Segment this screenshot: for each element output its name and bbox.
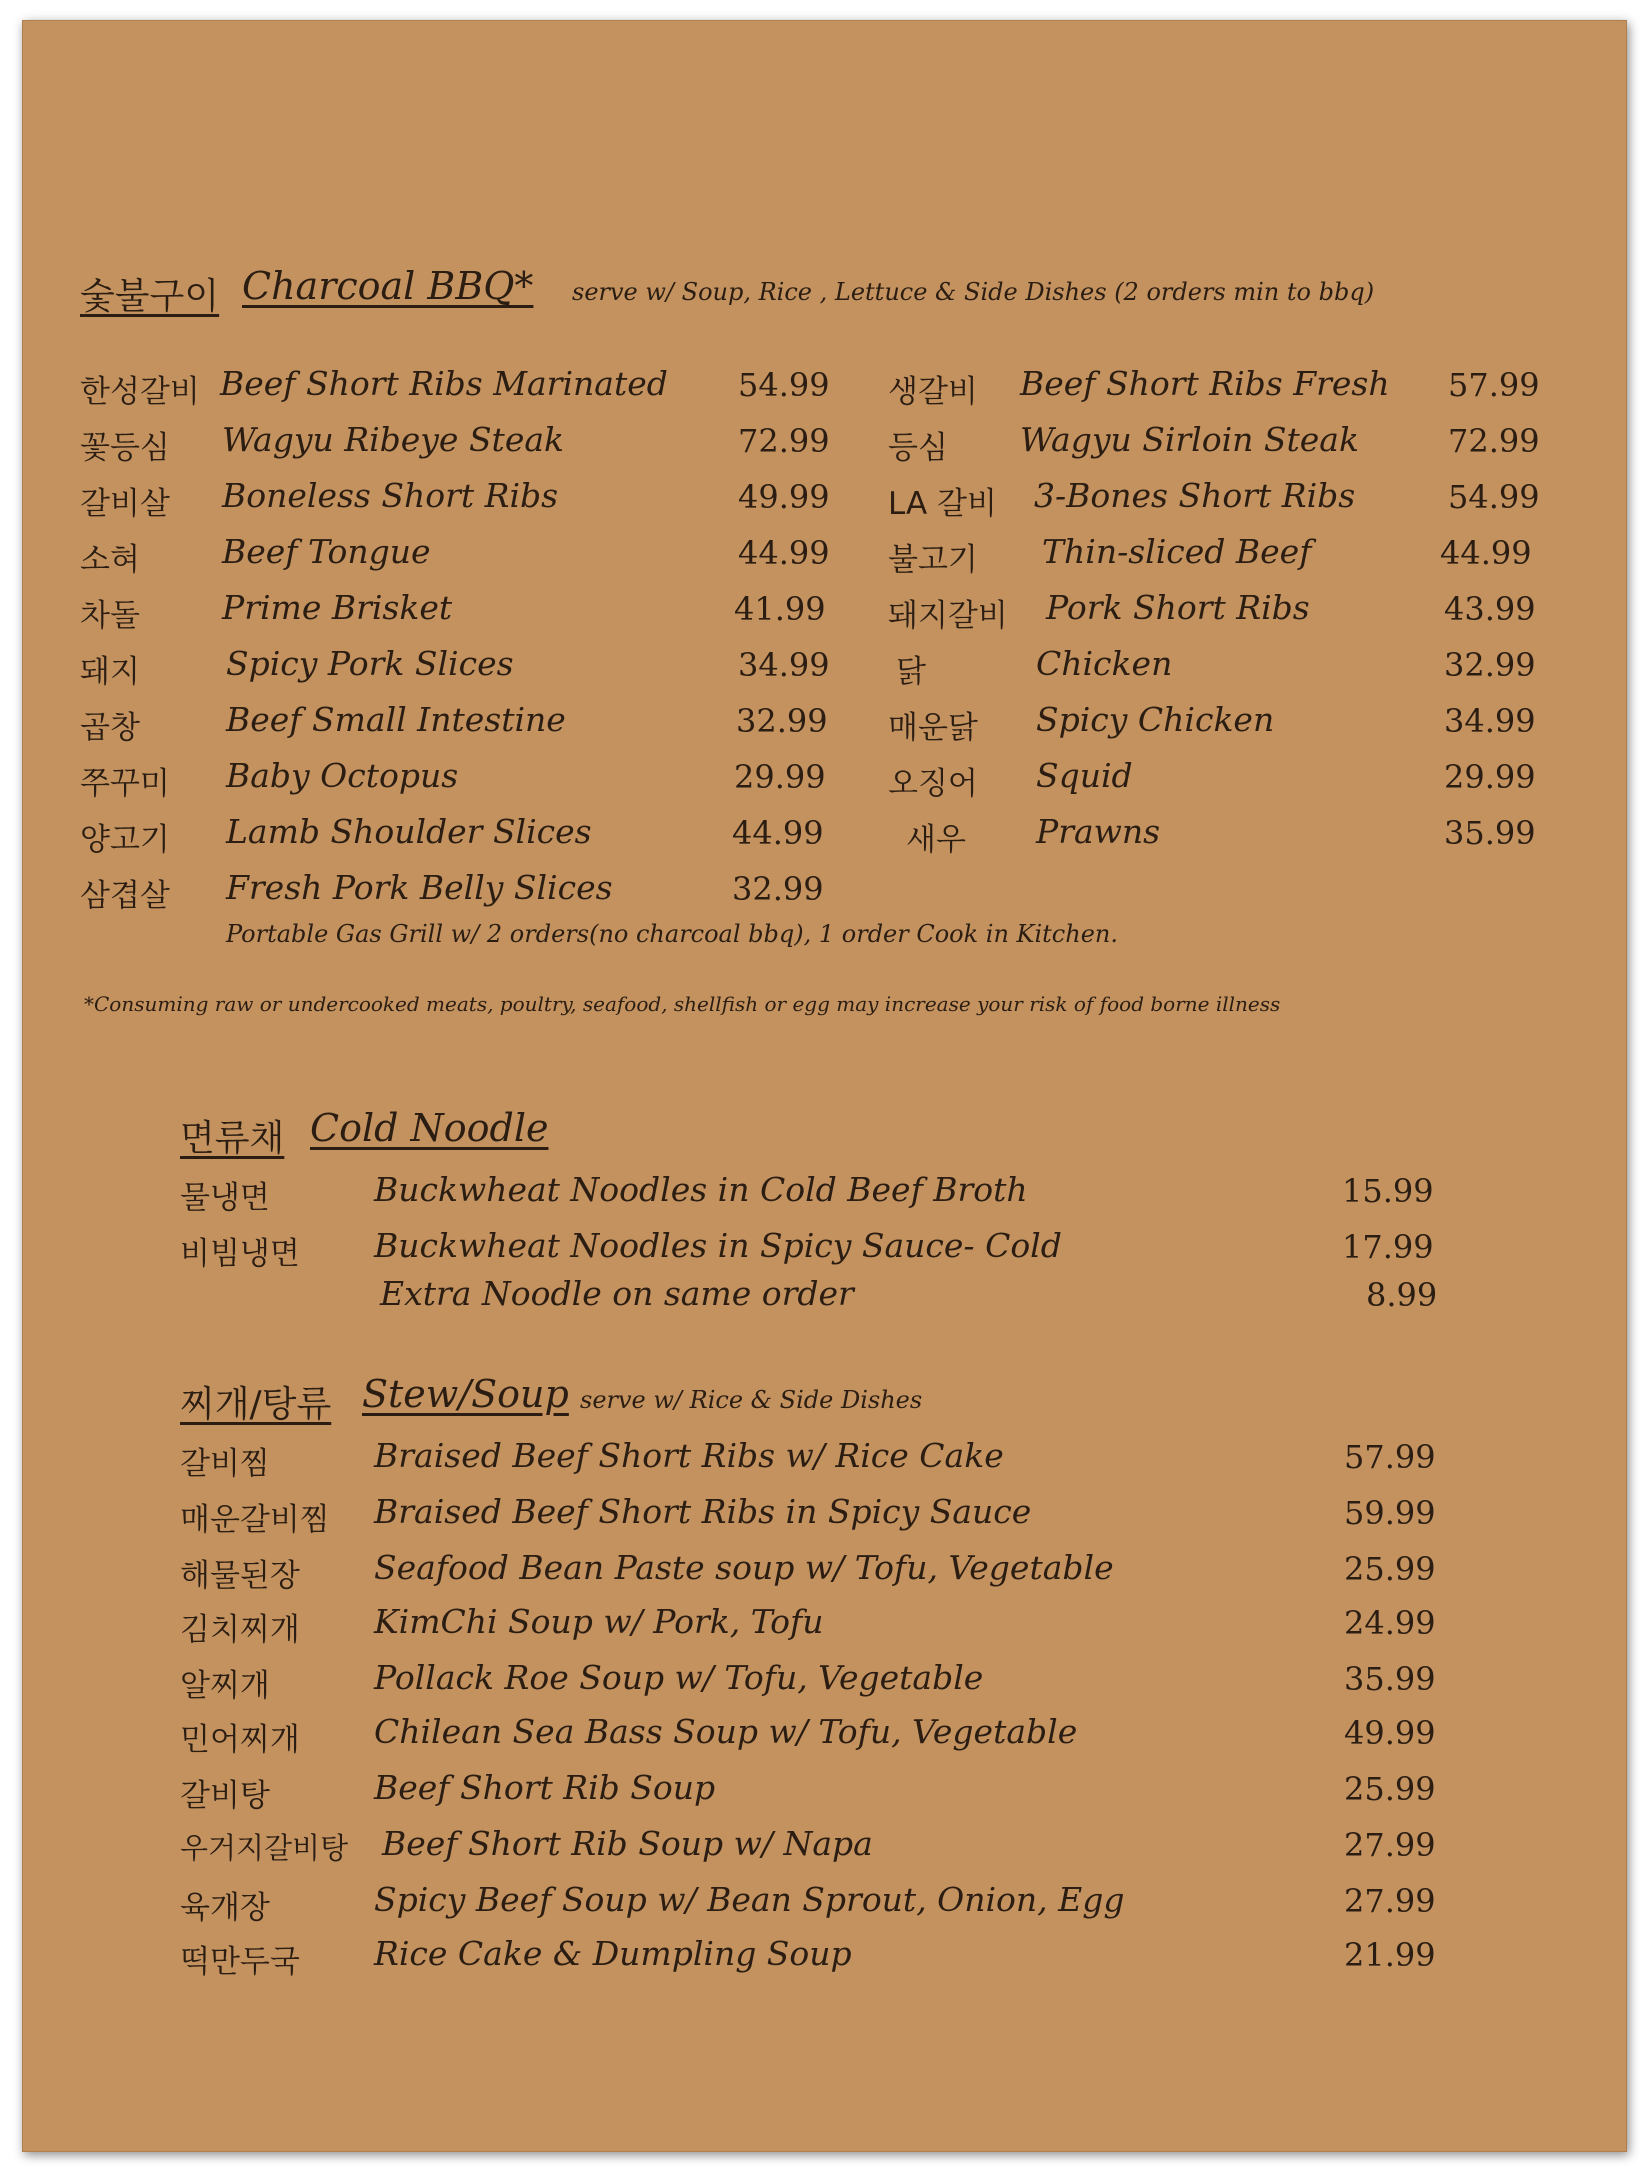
stew-item-ko: 육개장 [180, 1890, 270, 1926]
bbq-item-en: 3-Bones Short Ribs [1034, 476, 1356, 515]
stew-item-en: Spicy Beef Soup w/ Bean Sprout, Onion, Egg [374, 1880, 1125, 1919]
bbq-item-price: 44.99 [732, 814, 824, 852]
stew-item-price: 27.99 [1344, 1826, 1436, 1864]
bbq-item-price: 29.99 [1444, 758, 1536, 796]
cold-noodle-title-en: Cold Noodle [310, 1106, 549, 1150]
food-warning: *Consuming raw or undercooked meats, poultry, seafood, shellfish or egg may increase your risk of food borne illness [84, 992, 1281, 1016]
stew-item-price: 24.99 [1344, 1604, 1436, 1642]
bbq-item-en: Prawns [1036, 812, 1161, 851]
bbq-item-en: Thin-sliced Beef [1042, 532, 1312, 571]
stew-item-price: 57.99 [1344, 1438, 1436, 1476]
stew-item-price: 35.99 [1344, 1660, 1436, 1698]
bbq-item-price: 32.99 [1444, 646, 1536, 684]
bbq-item-en: Boneless Short Ribs [222, 476, 559, 515]
bbq-item-en: Beef Short Ribs Marinated [220, 364, 668, 403]
bbq-item-ko: 등심 [888, 430, 948, 466]
bbq-item-ko: 차돌 [80, 598, 140, 634]
bbq-item-price: 35.99 [1444, 814, 1536, 852]
stew-item-price: 59.99 [1344, 1494, 1436, 1532]
stew-item-ko: 갈비탕 [180, 1778, 270, 1814]
bbq-item-en: Beef Tongue [222, 532, 431, 571]
bbq-item-en: Spicy Chicken [1036, 700, 1275, 739]
noodle-item-price: 8.99 [1366, 1276, 1438, 1314]
stew-item-price: 25.99 [1344, 1770, 1436, 1808]
stew-title-en: Stew/Soup [362, 1372, 569, 1416]
bbq-item-ko: 갈비살 [80, 486, 170, 522]
bbq-item-price: 34.99 [1444, 702, 1536, 740]
bbq-item-price: 54.99 [1448, 478, 1540, 516]
noodle-item-en: Extra Noodle on same order [380, 1274, 854, 1313]
bbq-item-en: Beef Small Intestine [226, 700, 566, 739]
bbq-item-price: 34.99 [738, 646, 830, 684]
bbq-item-en: Baby Octopus [226, 756, 459, 795]
bbq-item-ko: 새우 [906, 822, 966, 858]
bbq-item-ko: 오징어 [888, 766, 978, 802]
bbq-item-ko: 쭈꾸미 [80, 766, 170, 802]
bbq-item-price: 29.99 [734, 758, 826, 796]
stew-item-ko: 매운갈비찜 [180, 1502, 330, 1538]
bbq-item-price: 41.99 [734, 590, 826, 628]
bbq-item-ko: 돼지갈비 [888, 598, 1008, 634]
stew-item-ko: 김치찌개 [180, 1612, 300, 1648]
bbq-item-price: 72.99 [1448, 422, 1540, 460]
stew-title-ko: 찌개/탕류 [180, 1384, 332, 1425]
bbq-item-en: Chicken [1036, 644, 1173, 683]
bbq-item-en: Lamb Shoulder Slices [226, 812, 592, 851]
stew-item-en: Beef Short Rib Soup w/ Napa [382, 1824, 873, 1863]
bbq-item-ko: 삼겹살 [80, 878, 170, 914]
noodle-item-en: Buckwheat Noodles in Spicy Sauce- Cold [374, 1226, 1062, 1265]
bbq-item-price: 49.99 [738, 478, 830, 516]
stew-item-ko: 갈비찜 [180, 1446, 270, 1482]
bbq-item-en: Fresh Pork Belly Slices [226, 868, 613, 907]
bbq-title-ko: 숯불구이 [80, 276, 220, 317]
stew-item-price: 49.99 [1344, 1714, 1436, 1752]
bbq-item-price: 32.99 [732, 870, 824, 908]
stew-item-en: Braised Beef Short Ribs in Spicy Sauce [374, 1492, 1032, 1531]
noodle-item-ko: 비빔냉면 [180, 1236, 300, 1272]
bbq-item-en: Wagyu Ribeye Steak [222, 420, 565, 459]
stew-item-en: Braised Beef Short Ribs w/ Rice Cake [374, 1436, 1004, 1475]
stew-item-ko: 알찌개 [180, 1668, 270, 1704]
noodle-item-price: 15.99 [1342, 1172, 1434, 1210]
bbq-item-ko: 생갈비 [888, 374, 978, 410]
bbq-item-ko: 불고기 [888, 542, 978, 578]
noodle-item-ko: 물냉면 [180, 1180, 270, 1216]
bbq-item-en: Beef Short Ribs Fresh [1020, 364, 1390, 403]
bbq-item-ko: 한성갈비 [80, 374, 200, 410]
stew-item-price: 21.99 [1344, 1936, 1436, 1974]
stew-item-en: KimChi Soup w/ Pork, Tofu [374, 1602, 824, 1641]
bbq-item-ko: 닭 [896, 654, 926, 690]
bbq-item-ko: 소혀 [80, 542, 140, 578]
bbq-item-en: Squid [1036, 756, 1133, 795]
bbq-item-ko: 꽃등심 [80, 430, 170, 466]
stew-item-ko: 떡만두국 [180, 1944, 300, 1980]
bbq-item-price: 72.99 [738, 422, 830, 460]
bbq-item-price: 43.99 [1444, 590, 1536, 628]
cold-noodle-title-ko: 면류채 [180, 1118, 285, 1159]
grill-note: Portable Gas Grill w/ 2 orders(no charcoal bbq), 1 order Cook in Kitchen. [226, 920, 1118, 948]
stew-item-price: 25.99 [1344, 1550, 1436, 1588]
stew-item-en: Chilean Sea Bass Soup w/ Tofu, Vegetable [374, 1712, 1078, 1751]
bbq-subtitle: serve w/ Soup, Rice , Lettuce & Side Dishes (2 orders min to bbq) [572, 278, 1375, 306]
bbq-item-price: 54.99 [738, 366, 830, 404]
bbq-item-en: Pork Short Ribs [1046, 588, 1310, 627]
bbq-item-price: 44.99 [1440, 534, 1532, 572]
stew-item-en: Rice Cake & Dumpling Soup [374, 1934, 852, 1973]
bbq-item-ko: 매운닭 [888, 710, 978, 746]
bbq-item-en: Wagyu Sirloin Steak [1020, 420, 1359, 459]
stew-item-ko: 해물된장 [180, 1558, 300, 1594]
bbq-item-price: 44.99 [738, 534, 830, 572]
stew-item-en: Seafood Bean Paste soup w/ Tofu, Vegetable [374, 1548, 1114, 1587]
stew-item-ko: 우거지갈비탕 [180, 1831, 349, 1865]
bbq-item-price: 32.99 [736, 702, 828, 740]
stew-item-ko: 민어찌개 [180, 1722, 300, 1758]
stew-item-en: Beef Short Rib Soup [374, 1768, 716, 1807]
bbq-item-ko: 돼지 [80, 654, 140, 690]
stew-item-en: Pollack Roe Soup w/ Tofu, Vegetable [374, 1658, 984, 1697]
bbq-item-en: Prime Brisket [222, 588, 453, 627]
stew-item-price: 27.99 [1344, 1882, 1436, 1920]
stew-subtitle: serve w/ Rice & Side Dishes [580, 1386, 923, 1414]
bbq-item-ko: 곱창 [80, 710, 140, 746]
bbq-item-ko: LA 갈비 [888, 486, 997, 522]
bbq-item-price: 57.99 [1448, 366, 1540, 404]
noodle-item-en: Buckwheat Noodles in Cold Beef Broth [374, 1170, 1028, 1209]
noodle-item-price: 17.99 [1342, 1228, 1434, 1266]
bbq-item-ko: 양고기 [80, 822, 170, 858]
bbq-title-en: Charcoal BBQ* [242, 264, 534, 308]
bbq-item-en: Spicy Pork Slices [226, 644, 514, 683]
